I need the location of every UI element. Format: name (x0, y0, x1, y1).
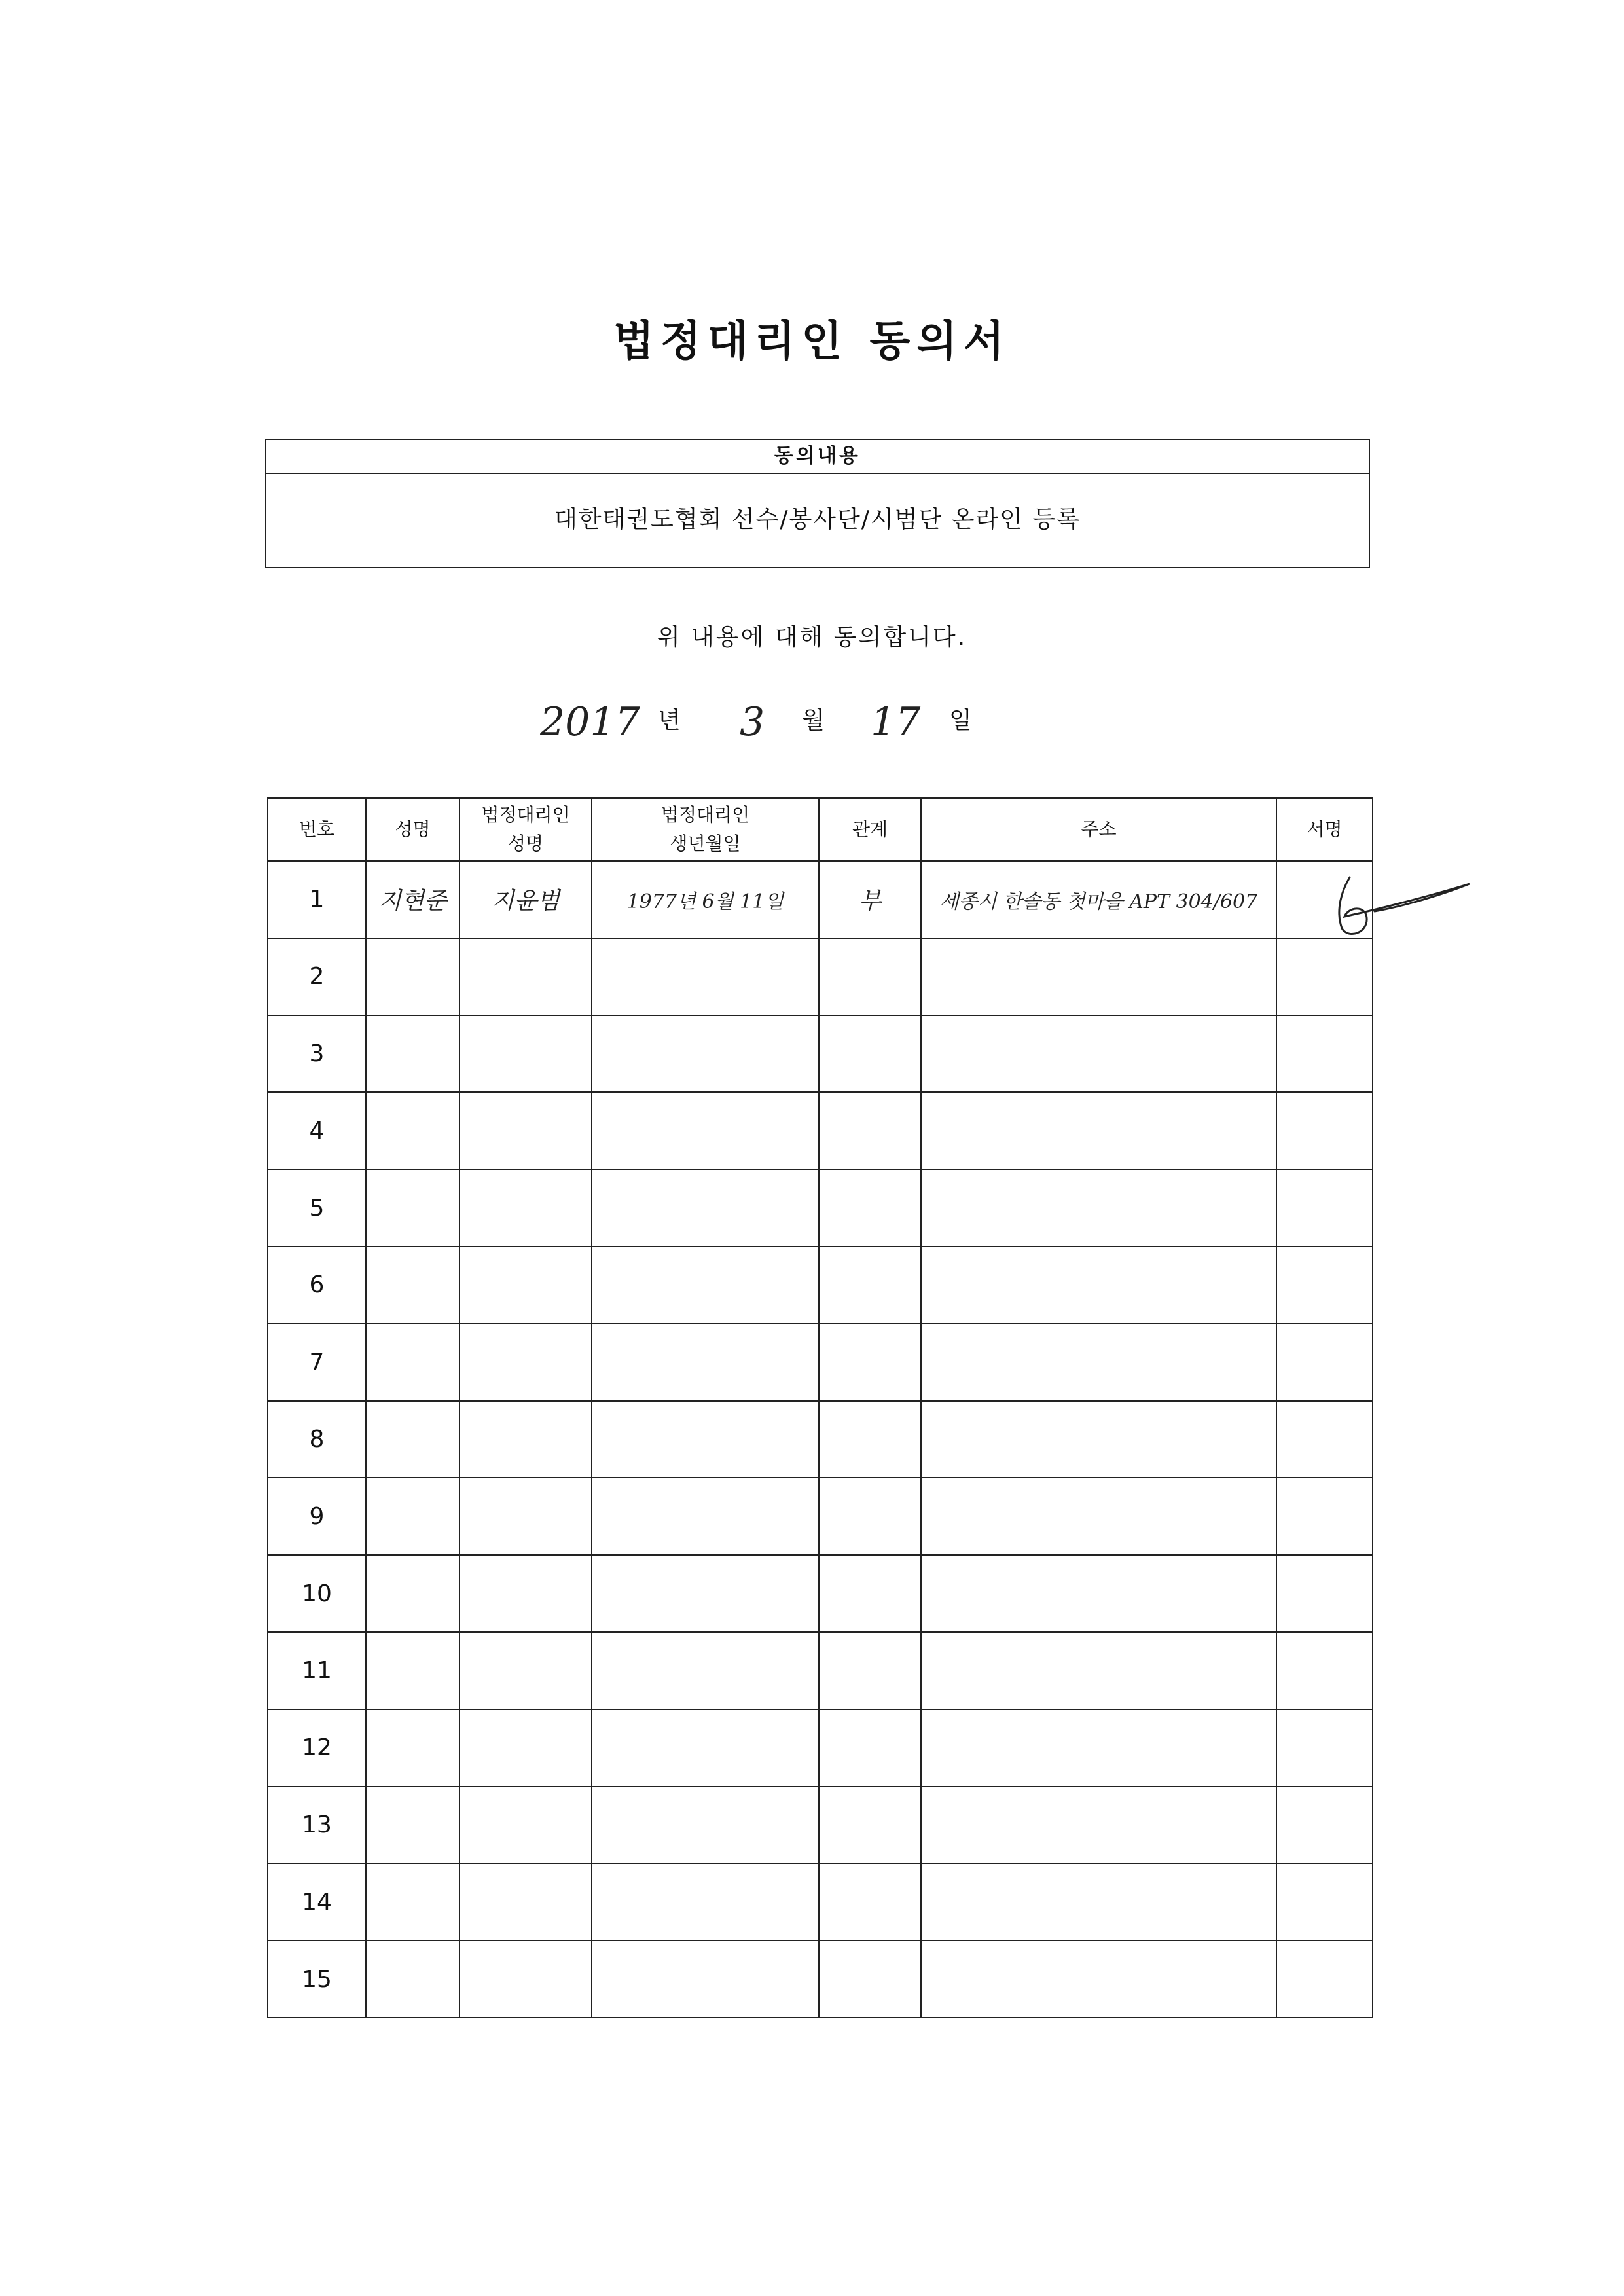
table-row (268, 1169, 1373, 1247)
header-number: 번호 (268, 798, 366, 861)
header-signature: 서명 (1276, 798, 1373, 861)
cell-guardian-birthdate: 1977년 6월 11일 (592, 861, 819, 938)
consent-header: 동의내용 (266, 440, 1369, 474)
cell-number: 12 (268, 1709, 366, 1787)
table-header-row (268, 798, 1373, 861)
table-row (268, 1632, 1373, 1709)
cell-number: 5 (268, 1169, 366, 1247)
consent-content: 대한태권도협회 선수/봉사단/시범단 온라인 등록 (554, 506, 1081, 533)
table-row (268, 1787, 1373, 1864)
cell-number: 1 (268, 861, 366, 938)
header-guardian-birthdate: 법정대리인 생년월일 (592, 798, 819, 861)
table-row (268, 1401, 1373, 1478)
cell-address: 세종시 한솔동 첫마을 APT 304/607 (921, 861, 1276, 938)
cell-number: 3 (268, 1015, 366, 1093)
table-row (268, 1555, 1373, 1632)
table-row (268, 1478, 1373, 1555)
cell-number: 7 (268, 1324, 366, 1401)
table-row (268, 1247, 1373, 1324)
cell-number: 6 (268, 1247, 366, 1324)
date-year-unit: 년 (658, 707, 681, 734)
consent-box (265, 439, 1370, 568)
agreement-statement: 위 내용에 대해 동의합니다. (657, 624, 967, 651)
guardian-table (267, 797, 1373, 2018)
cell-number: 14 (268, 1863, 366, 1941)
document-title: 법정대리인 동의서 (613, 318, 1011, 366)
date-day-unit: 일 (949, 707, 972, 734)
cell-relation: 부 (819, 861, 921, 938)
cell-number: 4 (268, 1092, 366, 1169)
date-month-unit: 월 (802, 707, 825, 734)
table-row (268, 1092, 1373, 1169)
cell-number: 2 (268, 938, 366, 1015)
cell-number: 9 (268, 1478, 366, 1555)
cell-guardian-name: 지윤범 (460, 861, 592, 938)
handwritten-signature (1316, 871, 1479, 943)
header-relation: 관계 (819, 798, 921, 861)
cell-name: 지현준 (366, 861, 460, 938)
table-row (268, 1941, 1373, 2018)
date-month: 3 (740, 699, 765, 745)
table-row (268, 1863, 1373, 1941)
table-row (268, 1324, 1373, 1401)
header-name: 성명 (366, 798, 460, 861)
date-line (0, 687, 1624, 766)
table-row (268, 1015, 1373, 1093)
cell-number: 13 (268, 1787, 366, 1864)
table-row (268, 938, 1373, 1015)
cell-number: 10 (268, 1555, 366, 1632)
cell-number: 8 (268, 1401, 366, 1478)
date-day: 17 (871, 699, 921, 745)
cell-number: 15 (268, 1941, 366, 2018)
table-row (268, 1709, 1373, 1787)
date-year: 2017 (540, 699, 640, 745)
cell-number: 11 (268, 1632, 366, 1709)
table-row (268, 861, 1373, 938)
header-guardian-name: 법정대리인 성명 (460, 798, 592, 861)
header-address: 주소 (921, 798, 1276, 861)
